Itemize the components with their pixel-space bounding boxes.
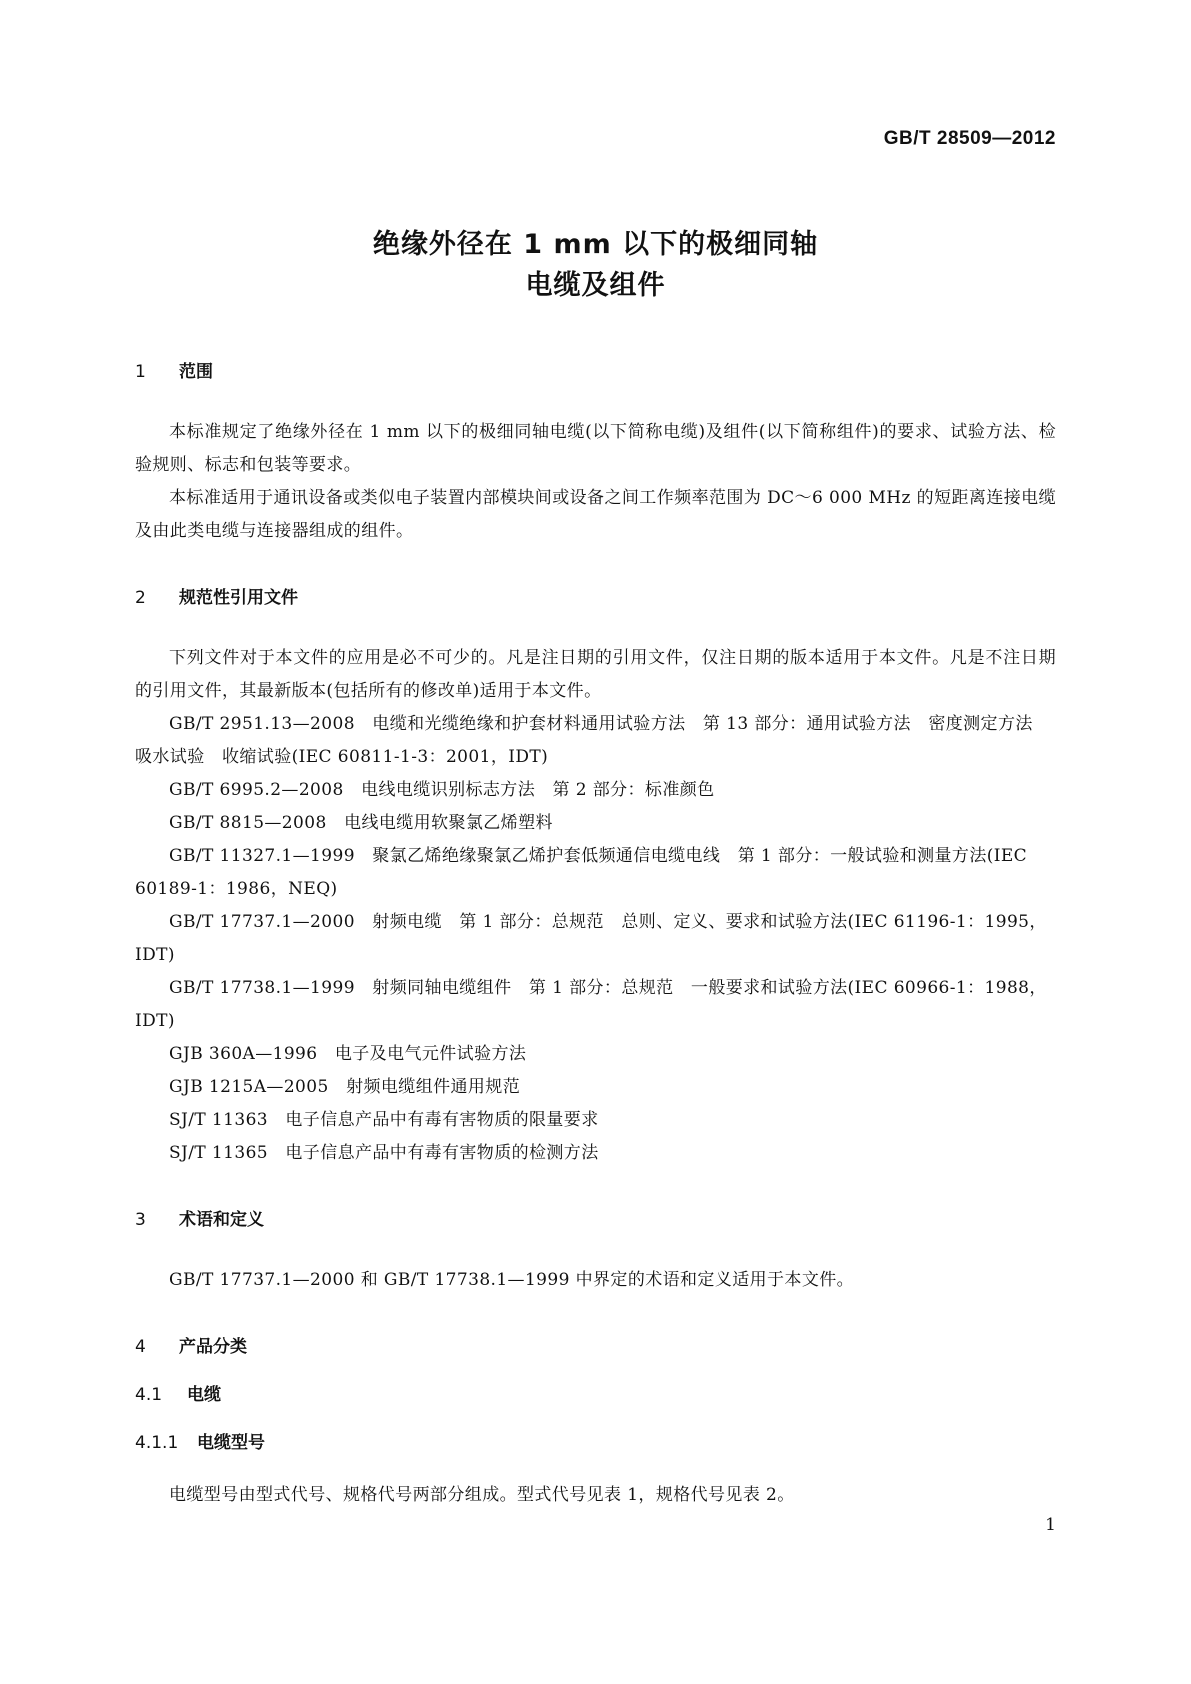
subsection-4-1-heading <box>135 1383 1056 1407</box>
section-3-heading <box>135 1208 1056 1232</box>
subsection-4-1-1-heading <box>135 1431 1056 1455</box>
paragraph: 本标准规定了绝缘外径在 1 mm 以下的极细同轴电缆(以下简称电缆)及组件(以下简称组件)的要求、试验方法、检验规则、标志和包装等要求。 <box>135 422 1056 475</box>
subsection-number: 4.1 <box>135 1385 163 1405</box>
section-1-heading <box>135 360 1056 384</box>
subsection-title: 电缆 <box>187 1385 221 1405</box>
paragraph: 电缆型号由型式代号、规格代号两部分组成。型式代号见表 1，规格代号见表 2。 <box>169 1485 795 1505</box>
section-number: 4 <box>135 1337 146 1357</box>
reference-item: GB/T 17738.1—1999 射频同轴电缆组件 第 1 部分：总规范 一般要求和试验方法(IEC 60966-1：1988，IDT) <box>135 978 1047 1031</box>
section-title: 产品分类 <box>179 1337 247 1357</box>
reference-item: GB/T 17737.1—2000 射频电缆 第 1 部分：总规范 总则、定义、要求和试验方法(IEC 61196-1：1995，IDT) <box>135 912 1047 965</box>
paragraph: 下列文件对于本文件的应用是必不可少的。凡是注日期的引用文件，仅注日期的版本适用于本文件。凡是不注日期的引用文件，其最新版本(包括所有的修改单)适用于本文件。 <box>135 648 1056 701</box>
reference-item: GB/T 11327.1—1999 聚氯乙烯绝缘聚氯乙烯护套低频通信电缆电线 第 1 部分：一般试验和测量方法(IEC 60189-1：1986，NEQ) <box>135 846 1028 899</box>
section-4-heading <box>135 1335 1056 1359</box>
subsection-title: 电缆型号 <box>197 1433 265 1453</box>
document-body <box>135 360 1056 1512</box>
section-title: 范围 <box>179 362 213 382</box>
title-line-2: 电缆及组件 <box>525 270 666 301</box>
page-number: 1 <box>1045 1515 1056 1535</box>
reference-item: SJ/T 11363 电子信息产品中有毒有害物质的限量要求 <box>169 1110 599 1130</box>
section-title: 规范性引用文件 <box>179 588 298 608</box>
document-title <box>0 224 1191 306</box>
paragraph: 本标准适用于通讯设备或类似电子装置内部模块间或设备之间工作频率范围为 DC～6 000 MHz 的短距离连接电缆及由此类电缆与连接器组成的组件。 <box>135 488 1056 541</box>
section-number: 3 <box>135 1210 146 1230</box>
reference-item: GJB 360A—1996 电子及电气元件试验方法 <box>169 1044 527 1064</box>
reference-item: GB/T 6995.2—2008 电线电缆识别标志方法 第 2 部分：标准颜色 <box>169 780 715 800</box>
reference-item: SJ/T 11365 电子信息产品中有毒有害物质的检测方法 <box>169 1143 599 1163</box>
title-line-1: 绝缘外径在 1 mm 以下的极细同轴 <box>372 229 819 260</box>
subsection-number: 4.1.1 <box>135 1433 179 1453</box>
paragraph: GB/T 17737.1—2000 和 GB/T 17738.1—1999 中界定的术语和定义适用于本文件。 <box>169 1270 855 1290</box>
reference-item: GB/T 2951.13—2008 电缆和光缆绝缘和护套材料通用试验方法 第 13 部分：通用试验方法 密度测定方法 吸水试验 收缩试验(IEC 60811-1-3：2001，IDT) <box>135 714 1051 767</box>
section-number: 1 <box>135 362 146 382</box>
document-code: GB/T 28509—2012 <box>883 128 1056 149</box>
section-number: 2 <box>135 588 146 608</box>
section-2-heading <box>135 586 1056 610</box>
section-title: 术语和定义 <box>179 1210 264 1230</box>
reference-item: GJB 1215A—2005 射频电缆组件通用规范 <box>169 1077 521 1097</box>
reference-item: GB/T 8815—2008 电线电缆用软聚氯乙烯塑料 <box>169 813 553 833</box>
